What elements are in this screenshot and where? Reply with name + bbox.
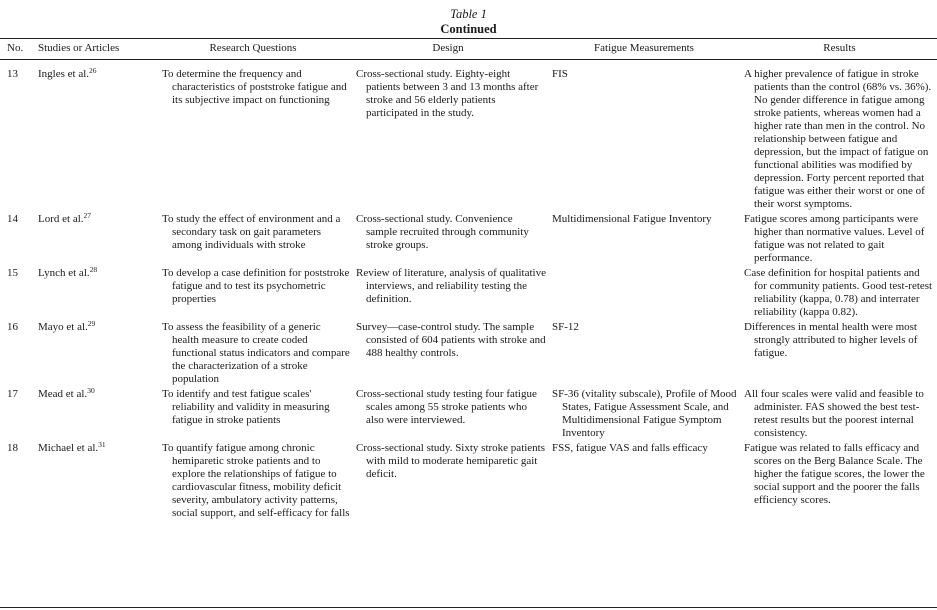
research-question-cell <box>156 265 350 319</box>
top-rule <box>0 38 937 39</box>
research-question-cell <box>156 211 350 265</box>
table-caption-subtitle: Continued <box>440 22 497 36</box>
research-question-text: To determine the frequency and characteristics of poststroke fatigue and its subjective impact on functioning <box>162 68 347 106</box>
design-text: Cross-sectional study. Eighty-eight patients between 3 and 13 months after stroke and 56 elderly patients participated in the study. <box>356 68 539 119</box>
research-question-cell <box>156 386 350 440</box>
table-caption-title: Table 1 <box>450 7 487 21</box>
result-text: Case definition for hospital patients and for community patients. Good test-retest reliability (kappa, 0.78) and interrater reliability (kappa 0.82). <box>744 267 933 318</box>
design-cell <box>350 440 546 520</box>
column-header-studies: Studies or Articles <box>38 42 120 54</box>
design-cell <box>350 319 546 386</box>
fatigue-measurement-cell <box>546 211 742 265</box>
study-cell <box>28 386 156 440</box>
research-question-cell <box>156 440 350 520</box>
result-cell <box>742 386 937 440</box>
fatigue-measurement-text: SF-36 (vitality subscale), Profile of Mood States, Fatigue Assessment Scale, and Multidimensional Fatigue Symptom Inventory <box>552 388 737 439</box>
study-cell <box>28 265 156 319</box>
row-number-text: 16 <box>7 321 18 333</box>
study-cell <box>28 60 156 211</box>
column-header-fatigue-measurements: Fatigue Measurements <box>594 42 694 54</box>
design-text: Review of literature, analysis of qualitative interviews, and reliability testing the definition. <box>356 267 546 305</box>
research-question-text: To identify and test fatigue scales' reliability and validity in measuring fatigue in stroke patients <box>162 388 330 426</box>
study-text: Michael et al. <box>38 442 99 454</box>
citation-reference: 29 <box>87 319 96 328</box>
table-row <box>0 211 937 265</box>
column-header-research-questions: Research Questions <box>209 42 297 54</box>
citation-reference: 30 <box>87 386 95 395</box>
result-text: A higher prevalence of fatigue in stroke patients than the control (68% vs. 36%). No gender difference in fatigue among stroke patients, whereas women had a higher rate than men in the control. No relationship between fatigue and depression, but the impact of fatigue on functional abilities was modified by depression. Forty percent reported that fatigue was either their worst or one of their worst symptoms. <box>744 68 932 210</box>
fatigue-measurement-text: FIS <box>552 68 568 80</box>
row-number-cell <box>0 386 28 440</box>
row-number-text: 13 <box>7 68 18 80</box>
design-text: Cross-sectional study. Convenience sample recruited through community stroke groups. <box>356 213 529 251</box>
result-cell <box>742 60 937 211</box>
table-row <box>0 386 937 440</box>
study-text: Mayo et al. <box>38 321 88 333</box>
row-number-cell <box>0 319 28 386</box>
table-row <box>0 60 937 211</box>
fatigue-measurement-cell <box>546 440 742 520</box>
design-cell <box>350 386 546 440</box>
result-text: All four scales were valid and feasible to administer. FAS showed the best test-retest results but the poorest internal consistency. <box>744 388 924 439</box>
design-cell <box>350 211 546 265</box>
study-text: Mead et al. <box>38 388 88 400</box>
row-number-cell <box>0 211 28 265</box>
studies-table <box>0 40 937 520</box>
row-number-text: 15 <box>7 267 18 279</box>
result-cell <box>742 440 937 520</box>
fatigue-measurement-text: SF-12 <box>552 321 579 333</box>
row-number-cell <box>0 60 28 211</box>
research-question-cell <box>156 319 350 386</box>
row-number-cell <box>0 440 28 520</box>
study-text: Lynch et al. <box>38 267 90 279</box>
citation-reference: 31 <box>98 440 106 449</box>
design-cell <box>350 265 546 319</box>
table-row <box>0 265 937 319</box>
research-question-text: To study the effect of environment and a secondary task on gait parameters among individuals with stroke <box>162 213 341 251</box>
table-header-row <box>0 40 937 60</box>
row-number-cell <box>0 265 28 319</box>
study-text: Ingles et al. <box>38 68 90 80</box>
design-text: Cross-sectional study. Sixty stroke patients with mild to moderate hemiparetic gait deficit. <box>356 442 546 480</box>
fatigue-measurement-text: Multidimensional Fatigue Inventory <box>552 213 712 225</box>
row-number-text: 14 <box>7 213 18 225</box>
result-text: Fatigue was related to falls efficacy and scores on the Berg Balance Scale. The higher the fatigue scores, the lower the social support and the poorer the falls efficiency scores. <box>744 442 925 506</box>
result-cell <box>742 319 937 386</box>
result-text: Differences in mental health were most strongly attributed to higher levels of fatigue. <box>744 321 918 359</box>
citation-reference: 28 <box>89 265 98 274</box>
research-question-text: To develop a case definition for poststroke fatigue and to test its psychometric properties <box>162 267 350 305</box>
citation-reference: 27 <box>83 211 92 220</box>
table-row <box>0 440 937 520</box>
fatigue-measurement-cell <box>546 319 742 386</box>
research-question-cell <box>156 60 350 211</box>
column-header-results: Results <box>823 42 856 54</box>
study-cell <box>28 211 156 265</box>
result-text: Fatigue scores among participants were higher than normative values. Level of fatigue was not related to gait performance. <box>744 213 925 264</box>
result-cell <box>742 265 937 319</box>
row-number-text: 17 <box>7 388 18 400</box>
bottom-rule <box>0 607 937 608</box>
study-text: Lord et al. <box>38 213 84 225</box>
fatigue-measurement-cell <box>546 386 742 440</box>
research-question-text: To quantify fatigue among chronic hemiparetic stroke patients and to explore the relationships of fatigue to cardiovascular fitness, mobility deficit severity, ambulatory activity patterns, social support, and self-efficacy for falls <box>162 442 350 519</box>
research-question-text: To assess the feasibility of a generic health measure to create coded functional status indicators and compare the characterization of a stroke population <box>162 321 350 385</box>
table-row <box>0 319 937 386</box>
fatigue-measurement-text: FSS, fatigue VAS and falls efficacy <box>552 442 708 454</box>
design-text: Survey—case-control study. The sample consisted of 604 patients with stroke and 488 healthy controls. <box>356 321 546 359</box>
design-text: Cross-sectional study testing four fatigue scales among 55 stroke patients who also were interviewed. <box>356 388 537 426</box>
table-body <box>0 60 937 520</box>
fatigue-measurement-cell <box>546 265 742 319</box>
design-cell <box>350 60 546 211</box>
fatigue-measurement-cell <box>546 60 742 211</box>
study-cell <box>28 440 156 520</box>
citation-reference: 26 <box>89 66 97 75</box>
result-cell <box>742 211 937 265</box>
column-header-design: Design <box>432 42 464 54</box>
row-number-text: 18 <box>7 442 18 454</box>
column-header-no: No. <box>7 42 24 54</box>
study-cell <box>28 319 156 386</box>
